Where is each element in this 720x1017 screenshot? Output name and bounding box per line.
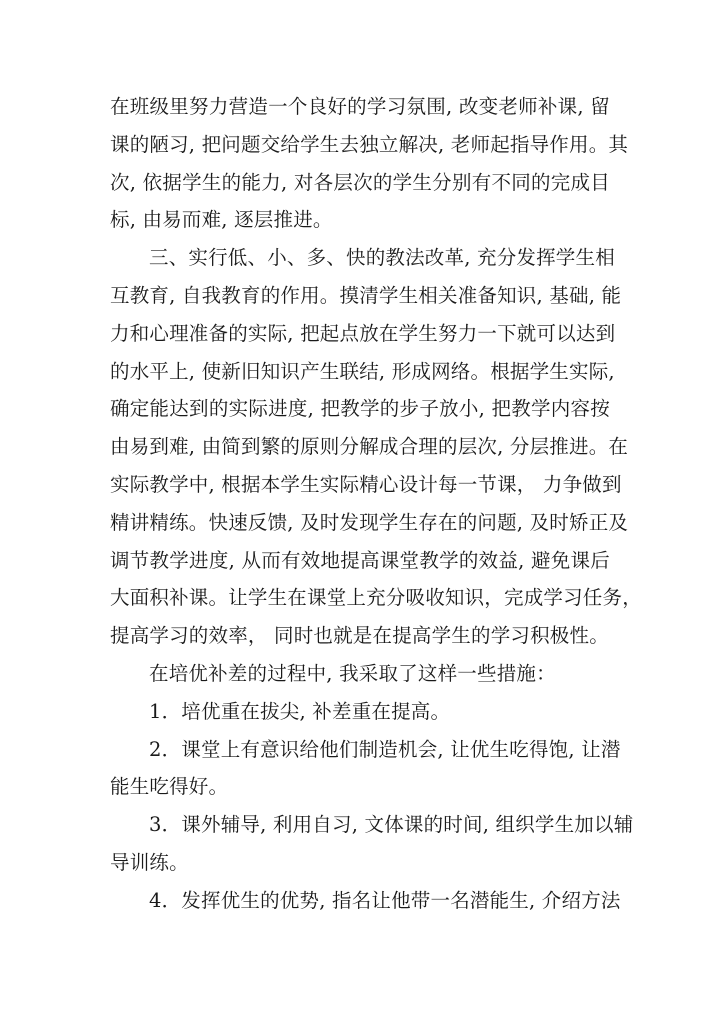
paragraph-2-line-6: 由易到难, 由简到繁的原则分解成合理的层次, 分层推进。在 (110, 435, 629, 459)
body-text (110, 88, 642, 920)
paragraph-2-line-2: 互教育, 自我教育的作用。摸清学生相关准备知识, 基础, 能 (110, 283, 622, 307)
paragraph-2-line-5: 确定能达到的实际进度, 把教学的步子放小, 把教学内容按 (110, 397, 610, 421)
list-item-3-line-2: 导训练。 (110, 850, 189, 874)
paragraph-1-line-4: 标, 由易而难, 逐层推进。 (110, 208, 333, 232)
paragraph-2-line-9: 调节教学进度, 从而有效地提高课堂教学的效益, 避免课后 (110, 548, 610, 572)
paragraph-1-line-3: 次, 依据学生的能力, 对各层次的学生分别有不同的完成目 (110, 170, 610, 194)
paragraph-2-line-4: 的水平上, 使新旧知识产生联结, 形成网络。根据学生实际, (110, 359, 615, 383)
paragraph-2-line-8: 精讲精练。快速反馈, 及时发现学生存在的问题, 及时矫正及 (110, 510, 629, 534)
paragraph-1-line-2: 课的陋习, 把问题交给学生去独立解决, 老师起指导作用。其 (110, 132, 629, 156)
list-item-1: 1．培优重在拔尖, 补差重在提高。 (149, 699, 451, 723)
list-item-4-line-1: 4．发挥优生的优势, 指名让他带一名潜能生, 介绍方法 (149, 888, 621, 912)
list-item-2-line-2: 能生吃得好。 (110, 775, 229, 799)
paragraph-1-line-1: 在班级里努力营造一个良好的学习氛围, 改变老师补课, 留 (110, 95, 610, 118)
paragraph-3-line-1: 在培优补差的过程中, 我采取了这样一些措施： (149, 661, 556, 685)
paragraph-2-line-7: 实际教学中, 根据本学生实际精心设计每一节课， 力争做到 (110, 472, 622, 496)
paragraph-2-line-11: 提高学习的效率， 同时也就是在提高学生的学习积极性。 (110, 624, 609, 648)
list-item-2-line-1: 2．课堂上有意识给他们制造机会, 让优生吃得饱, 让潜 (149, 737, 621, 761)
paragraph-2-line-1: 三、实行低、小、多、快的教法改革, 充分发挥学生相 (149, 246, 615, 270)
list-item-3-line-1: 3．课外辅导, 利用自习, 文体课的时间, 组织学生加以辅 (149, 813, 634, 837)
paragraph-2-line-10: 大面积补课。让学生在课堂上充分吸收知识，完成学习任务， (110, 586, 642, 610)
paragraph-2-line-3: 力和心理准备的实际, 把起点放在学生努力一下就可以达到 (110, 321, 616, 345)
